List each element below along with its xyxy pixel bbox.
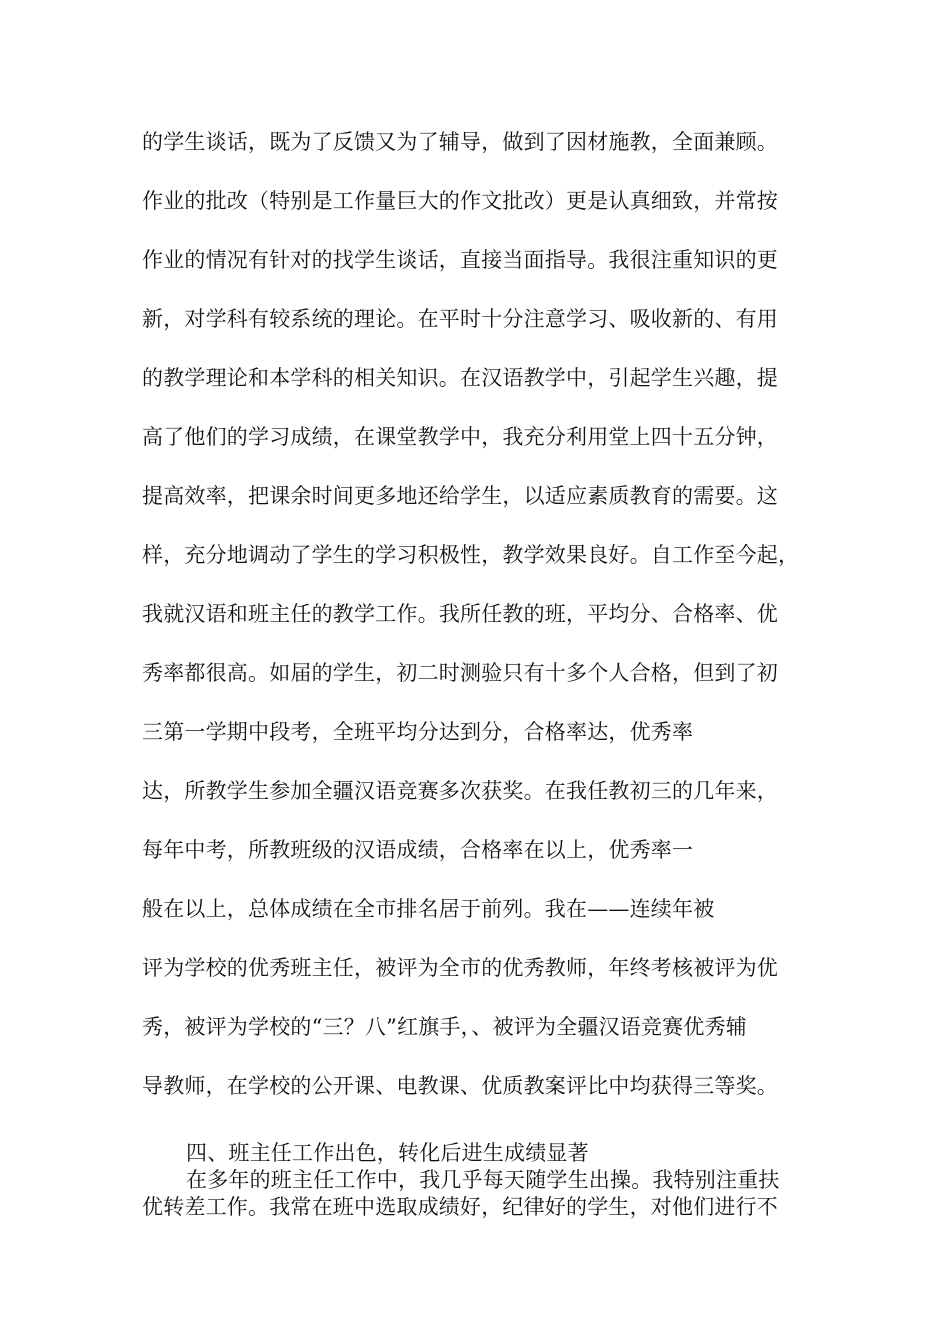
body-line-6: 高了他们的学习成绩，在课堂教学中，我充分利用堂上四十五分钟， <box>142 425 778 449</box>
body-line-17: 导教师，在学校的公开课、电教课、优质教案评比中均获得三等奖。 <box>142 1074 778 1098</box>
section-heading: 四、班主任工作出色，转化后进生成绩显著 <box>186 1141 589 1165</box>
body-line-13: 每年中考，所教班级的汉语成绩，合格率在以上，优秀率一 <box>142 838 694 862</box>
body-line-9: 我就汉语和班主任的教学工作。我所任教的班，平均分、合格率、优 <box>142 602 778 626</box>
body-line-14: 般在以上，总体成绩在全市排名居于前列。我在——连续年被 <box>142 897 715 921</box>
body-line-16: 秀，被评为学校的“三？八”红旗手，、被评为全疆汉语竞赛优秀辅 <box>142 1015 747 1039</box>
body-line-5: 的教学理论和本学科的相关知识。在汉语教学中，引起学生兴趣，提 <box>142 366 778 390</box>
paragraph-2-line-1: 在多年的班主任工作中，我几乎每天随学生出操。我特别注重扶 <box>186 1168 780 1192</box>
body-line-1: 的学生谈话，既为了反馈又为了辅导，做到了因材施教，全面兼顾。 <box>142 130 778 154</box>
body-line-11: 三第一学期中段考，全班平均分达到分，合格率达，优秀率 <box>142 720 694 744</box>
body-line-15: 评为学校的优秀班主任，被评为全市的优秀教师，年终考核被评为优 <box>142 956 778 980</box>
body-line-4: 新，对学科有较系统的理论。在平时十分注意学习、吸收新的、有用 <box>142 307 778 331</box>
body-line-3: 作业的情况有针对的找学生谈话，直接当面指导。我很注重知识的更 <box>142 248 778 272</box>
body-line-10: 秀率都很高。如届的学生，初二时测验只有十多个人合格，但到了初 <box>142 661 778 685</box>
body-line-7: 提高效率，把课余时间更多地还给学生，以适应素质教育的需要。这 <box>142 484 778 508</box>
body-line-2: 作业的批改（特别是工作量巨大的作文批改）更是认真细致，并常按 <box>142 189 778 213</box>
body-line-8: 样，充分地调动了学生的学习积极性，教学效果良好。自工作至今起， <box>142 543 800 567</box>
body-line-12: 达，所教学生参加全疆汉语竞赛多次获奖。在我任教初三的几年来， <box>142 779 778 803</box>
paragraph-2-line-2: 优转差工作。我常在班中选取成绩好，纪律好的学生，对他们进行不 <box>142 1195 778 1219</box>
